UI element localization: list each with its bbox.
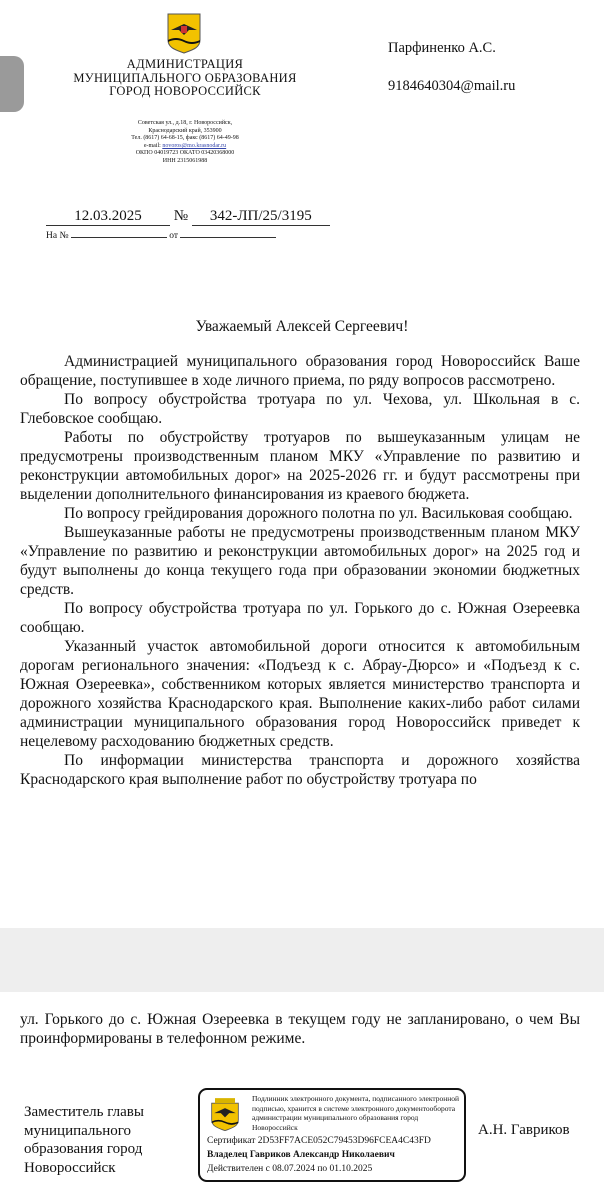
stamp-header: Подлинник электронного документа, подписанного электронной подписью, хранится в системе электронного документооборота администрации муниципального образования город Новороссийск <box>252 1094 460 1132</box>
org-line: МУНИЦИПАЛЬНОГО ОБРАЗОВАНИЯ <box>73 70 297 85</box>
signatory-position <box>24 1103 144 1177</box>
paragraph: По информации министерства транспорта и дорожного хозяйства Краснодарского края выполнение работ по обустройству тротуара по <box>20 752 580 788</box>
recipient-name: Парфиненко А.С. <box>388 40 496 56</box>
stamp-certificate: Сертификат 2D53FF7ACE052C79453D96FCEA4C43FD <box>207 1136 431 1146</box>
position-line: Новороссийск <box>24 1159 116 1176</box>
inn-line: ИНН 2315061988 <box>162 157 208 164</box>
paragraph: Вышеуказанные работы не предусмотрены производственным планом МКУ «Управление по развитию и реконструкции автомобильных дорог» на 2025 год и будут выполнены до конца текущего года при образовании экономии бюджетных средств. <box>20 524 580 598</box>
greeting: Уважаемый Алексей Сергеевич! <box>195 318 409 335</box>
from-label: от <box>169 231 179 241</box>
number-label: № <box>173 208 189 224</box>
reg-number: 342-ЛП/25/3195 <box>192 208 330 226</box>
paragraph: По вопросу обустройства тротуара по ул. Чехова, ул. Школьная в с. Глебовское сообщаю. <box>20 391 580 427</box>
paragraph: Указанный участок автомобильной дороги относится к автомобильным дорогам регионального значения: «Подъезд к с. Абрау-Дюрсо» и «Подъезд к с. Южная Озереевка», собственником которых является министерство транспорта и дорожного хозяйства Краснодарского края. Выполнение каких-либо работ силами администрации муниципального образования город Новороссийск приведет к нецелевому расходованию бюджетных средств. <box>20 638 580 750</box>
paragraph: По вопросу грейдирования дорожного полотна по ул. Васильковая сообщаю. <box>64 505 573 522</box>
paragraph: Работы по обустройству тротуаров по вышеуказанным улицам не предусмотрены производственным планом МКУ «Управление по развитию и реконструкции автомобильных дорог» на 2025-2026 гг. и будут рассмотрены при выделении дополнительного финансирования из краевого бюджета. <box>20 429 580 503</box>
page-break <box>0 928 604 992</box>
address-line: Советская ул., д.18, г. Новороссийск, <box>137 120 233 126</box>
ref-blank <box>71 229 167 238</box>
continuation-paragraph: ул. Горького до с. Южная Озереевка в текущем году не запланировано, о чем Вы проинформированы в телефонном режиме. <box>20 1011 580 1047</box>
ref-label: На № <box>46 231 69 241</box>
reg-date: 12.03.2025 <box>46 208 170 226</box>
address-line: Краснодарский край, 353900 <box>148 127 222 134</box>
stamp-crest-icon <box>210 1094 240 1134</box>
coat-of-arms-logo <box>166 12 202 54</box>
registration-line <box>46 208 330 226</box>
stamp-owner: Владелец Гавриков Александр Николаевич <box>207 1150 395 1160</box>
recipient-email: 9184640304@mail.ru <box>388 78 516 94</box>
stamp-validity: Действителен с 08.07.2024 по 01.10.2025 <box>207 1164 373 1174</box>
side-tab[interactable] <box>0 56 24 112</box>
contact-block <box>100 120 270 166</box>
position-line: муниципального <box>24 1122 132 1139</box>
org-line: АДМИНИСТРАЦИЯ <box>126 57 244 71</box>
email-link[interactable]: novoros@mo.krasnodar.ru <box>162 142 227 149</box>
e-signature-stamp <box>198 1088 466 1182</box>
position-line: Заместитель главы <box>24 1104 144 1120</box>
paragraph: По вопросу обустройства тротуара по ул. Горького до с. Южная Озереевка сообщаю. <box>20 600 580 636</box>
org-line: ГОРОД НОВОРОССИЙСК <box>109 84 261 98</box>
reference-line <box>46 229 276 241</box>
signatory-name: А.Н. Гавриков <box>478 1122 570 1138</box>
letter-body <box>20 352 580 789</box>
paragraph: Администрацией муниципального образования город Новороссийск Ваше обращение, поступившее в ходе личного приема, по ряду вопросов рассмотрено. <box>20 353 580 389</box>
phone-line: Тел. (8617) 64-68-15, факс (8617) 64-49-98 <box>131 135 239 142</box>
from-blank <box>180 229 276 238</box>
codes-line: ОКПО 04019723 ОКАТО 03420368000 <box>135 150 235 157</box>
email-label: e-mail: <box>143 142 161 149</box>
organization-name <box>40 58 330 99</box>
position-line: образования город <box>24 1141 143 1157</box>
